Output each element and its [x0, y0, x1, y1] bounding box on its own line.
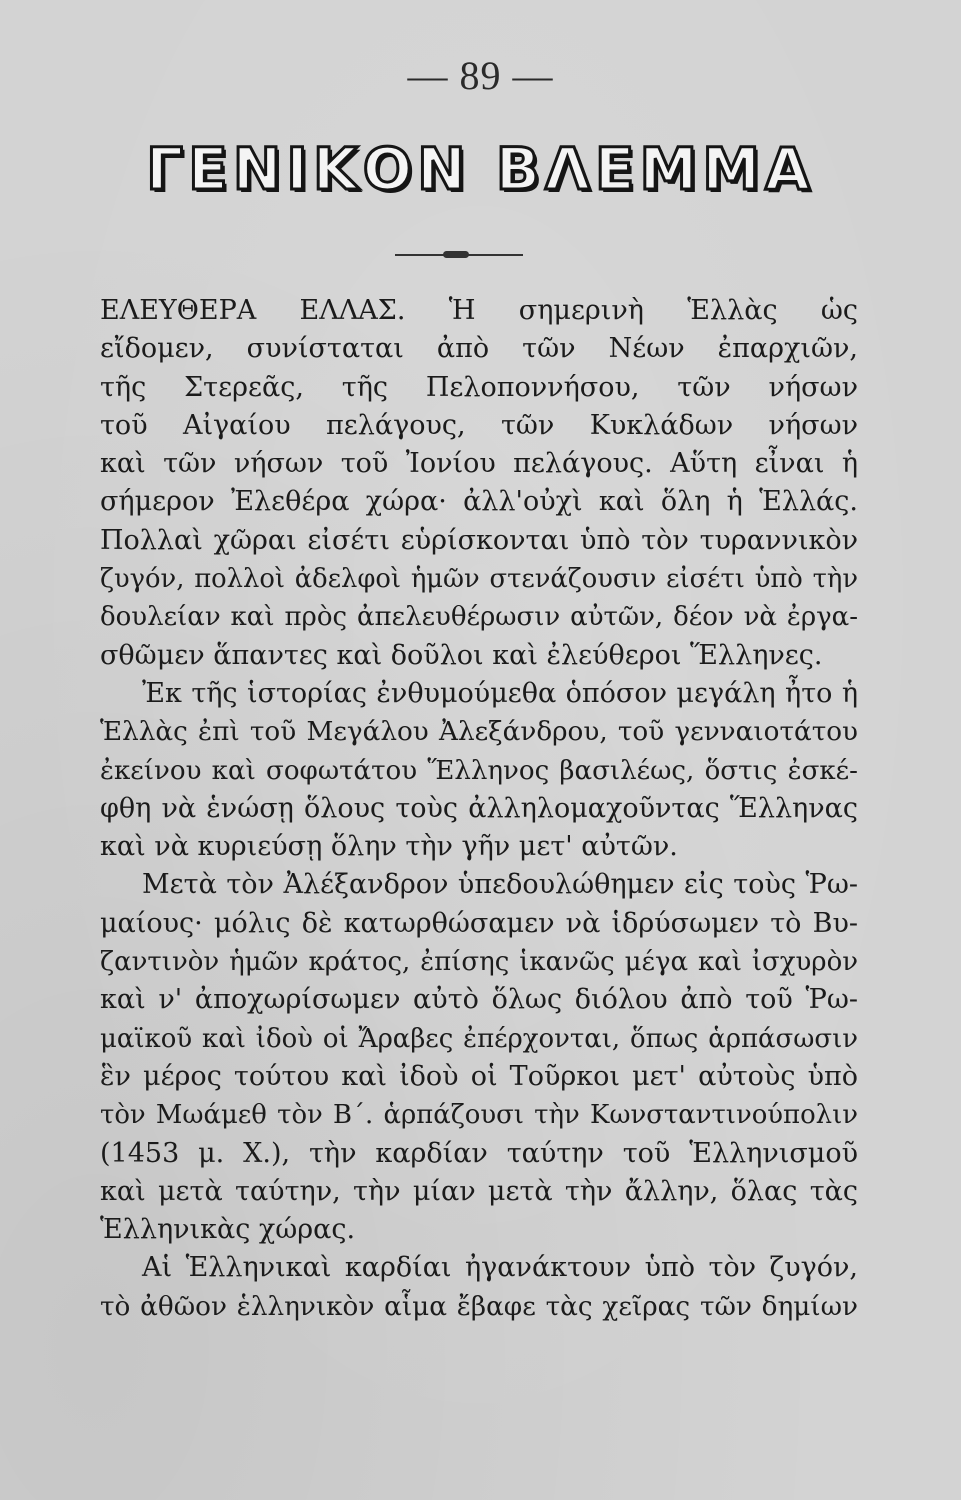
- ornament-knot: [443, 251, 469, 258]
- text-line: καὶ νὰ κυριεύσῃ ὅλην τὴν γῆν μετ' αὐτῶν.: [100, 831, 678, 863]
- text-line: φθη νὰ ἑνώσῃ ὅλους τοὺς ἀλληλομαχοῦντας Ἕλληνας: [100, 792, 858, 824]
- text-line: ἐκείνου καὶ σοφωτάτου Ἕλληνος βασιλέως, ὅστις ἐσκέ-: [100, 755, 858, 786]
- text-line: τῆς Στερεᾶς, τῆς Πελοποννήσου, τῶν νήσων: [100, 371, 858, 403]
- text-line: Ἑλλὰς ἐπὶ τοῦ Μεγάλου Ἀλεξάνδρου, τοῦ γενναιοτάτου: [100, 717, 858, 748]
- text-line: καὶ μετὰ ταύτην, τὴν μίαν μετὰ τὴν ἄλλην, ὅλας τὰς: [100, 1175, 858, 1207]
- text-line: καὶ ν' ἀποχωρίσωμεν αὐτὸ ὅλως διόλου ἀπὸ τοῦ Ῥω-: [100, 984, 858, 1016]
- text-line: σήμερον Ἐλεθέρα χώρα· ἀλλ'οὐχὶ καὶ ὅλη ἡ Ἑλλάς.: [100, 486, 858, 518]
- text-line: ΕΛΕΥΘΕΡΑ ΕΛΛΑΣ. Ἡ σημερινὴ Ἑλλὰς ὡς: [100, 295, 858, 326]
- text-line: (1453 μ. Χ.), τὴν καρδίαν ταύτην τοῦ Ἑλληνισμοῦ: [100, 1137, 858, 1169]
- chapter-heading: ΓΕΝΙΚΟΝ ΒΛΕΜΜΑ: [146, 135, 815, 203]
- text-line: εἴδομεν, συνίσταται ἀπὸ τῶν Νέων ἐπαρχιῶν,: [100, 333, 858, 365]
- page-number: — 89 —: [407, 53, 554, 98]
- text-line: Ἑλληνικὰς χώρας.: [100, 1214, 356, 1246]
- text-line: Αἱ Ἑλληνικαὶ καρδίαι ἠγανάκτουν ὑπὸ τὸν ζυγόν,: [142, 1252, 858, 1284]
- text-line: Ἐκ τῆς ἱστορίας ἐνθυμούμεθα ὁπόσον μεγάλη ἦτο ἡ: [142, 677, 858, 709]
- text-line: δουλείαν καὶ πρὸς ἀπελευθέρωσιν αὐτῶν, δέον νὰ ἐργα-: [100, 602, 858, 633]
- text-line: Μετὰ τὸν Ἀλέξανδρον ὑπεδουλώθημεν εἰς τοὺς Ῥω-: [142, 869, 858, 901]
- text-line: ζαντινὸν ἡμῶν κράτος, ἐπίσης ἱκανῶς μέγα καὶ ἰσχυρὸν: [100, 947, 858, 978]
- text-line: Πολλαὶ χῶραι εἰσέτι εὑρίσκονται ὑπὸ τὸν τυραννικὸν: [100, 524, 858, 556]
- text-line: τοῦ Αἰγαίου πελάγους, τῶν Κυκλάδων νήσων: [100, 409, 858, 441]
- text-line: τὸ ἀθῶον ἑλληνικὸν αἷμα ἔβαφε τὰς χεῖρας τῶν δημίων: [100, 1291, 858, 1322]
- text-line: σθῶμεν ἅπαντες καὶ δοῦλοι καὶ ἐλεύθεροι Ἕλληνες.: [100, 639, 823, 671]
- text-line: μαϊκοῦ καὶ ἰδοὺ οἱ Ἄραβες ἐπέρχονται, ὅπως ἁρπάσωσιν: [100, 1023, 858, 1054]
- text-line: ζυγόν, πολλοὶ ἀδελφοὶ ἡμῶν στενάζουσιν εἰσέτι ὑπὸ τὴν: [100, 564, 858, 595]
- text-line: τὸν Μωάμεθ τὸν Β΄. ἁρπάζουσι τὴν Κωνσταντινούπολιν: [100, 1100, 858, 1131]
- body-text: [100, 292, 858, 1326]
- text-line: ἓν μέρος τούτου καὶ ἰδοὺ οἱ Τοῦρκοι μετ' αὐτοὺς ὑπὸ: [100, 1060, 858, 1092]
- text-line: μαίους· μόλις δὲ κατωρθώσαμεν νὰ ἱδρύσωμεν τὸ Βυ-: [100, 907, 858, 939]
- heading-ornament-divider: [395, 253, 523, 257]
- text-line: καὶ τῶν νήσων τοῦ Ἰονίου πελάγους. Αὕτη εἶναι ἡ: [100, 448, 858, 480]
